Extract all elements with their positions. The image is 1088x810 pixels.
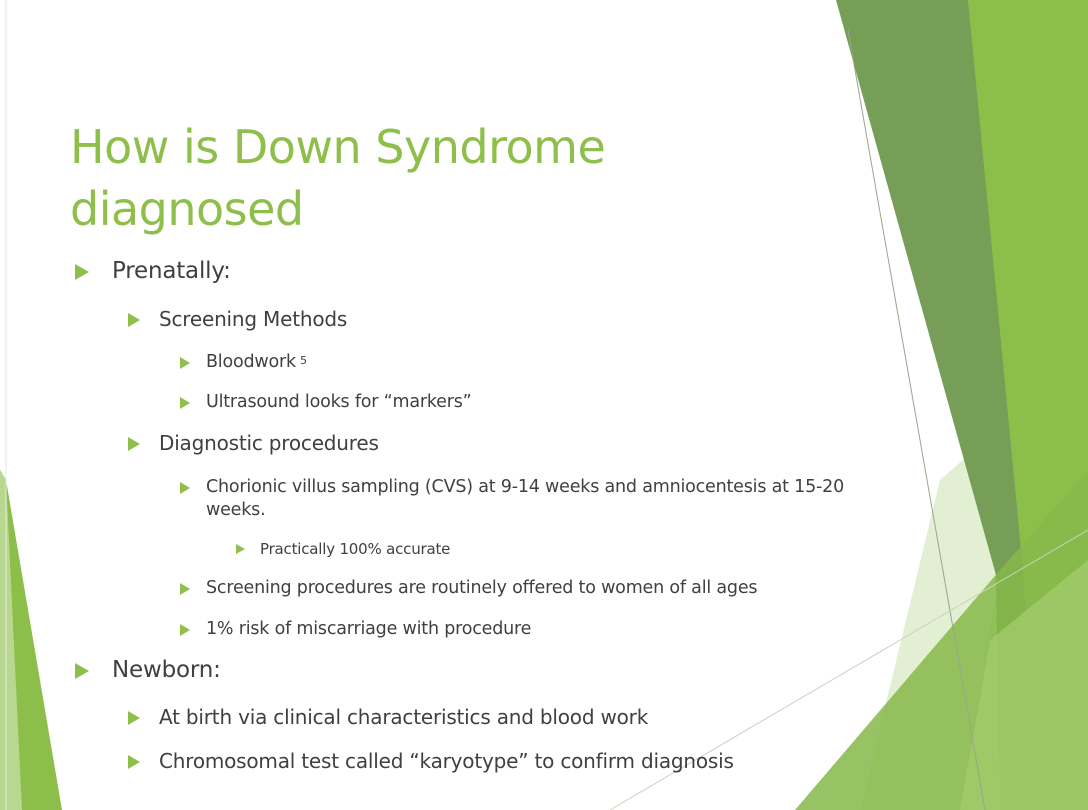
bullet-accurate [260, 540, 450, 558]
bullet-bloodwork [206, 351, 307, 374]
bullet-arrow-icon [180, 624, 190, 636]
bullet-arrow-icon [180, 482, 190, 494]
bullet-arrow-icon [128, 437, 140, 451]
bullet-text: Ultrasound looks for “markers” [206, 392, 472, 412]
bullet-text: Chromosomal test called “karyotype” to confirm diagnosis [159, 749, 734, 773]
bullet-arrow-icon [180, 357, 190, 369]
bullet-screening-methods [159, 307, 347, 331]
bullet-diagnostic-procedures [159, 431, 379, 455]
bullet-arrow-icon [180, 583, 190, 595]
bullet-arrow-icon [128, 313, 140, 327]
bullet-arrow-icon [236, 544, 245, 554]
bullet-karyotype [159, 749, 734, 773]
bullet-arrow-icon [180, 397, 190, 409]
bullet-cvs [206, 476, 886, 522]
bullet-text: 1% risk of miscarriage with procedure [206, 619, 532, 639]
bullet-miscarriage [206, 618, 531, 641]
bullet-arrow-icon [128, 755, 140, 769]
bullet-prenatally [112, 258, 231, 284]
bullet-ultrasound [206, 391, 472, 414]
bullet-text: Bloodwork [206, 352, 296, 372]
bullet-arrow-icon [75, 663, 89, 679]
bullet-text: Screening Methods [159, 307, 348, 331]
bullet-text: Diagnostic procedures [159, 431, 379, 455]
bullet-newborn [112, 657, 221, 683]
reference-number: 5 [299, 354, 307, 367]
bullet-text: At birth via clinical characteristics and blood work [159, 705, 649, 729]
slide-title: How is Down Syndrome diagnosed [70, 120, 606, 236]
bullet-text: Newborn: [112, 657, 221, 683]
bullet-screening-offered [206, 577, 757, 600]
bullet-text: Practically 100% accurate [260, 540, 451, 558]
bullet-text: Chorionic villus sampling (CVS) at 9-14 weeks and amniocentesis at 15-20 weeks. [206, 477, 845, 520]
bullet-at-birth [159, 705, 648, 729]
bullet-text: Prenatally: [112, 258, 231, 284]
bullet-text: Screening procedures are routinely offered to women of all ages [206, 578, 758, 598]
bullet-arrow-icon [75, 264, 89, 280]
bullet-arrow-icon [128, 711, 140, 725]
